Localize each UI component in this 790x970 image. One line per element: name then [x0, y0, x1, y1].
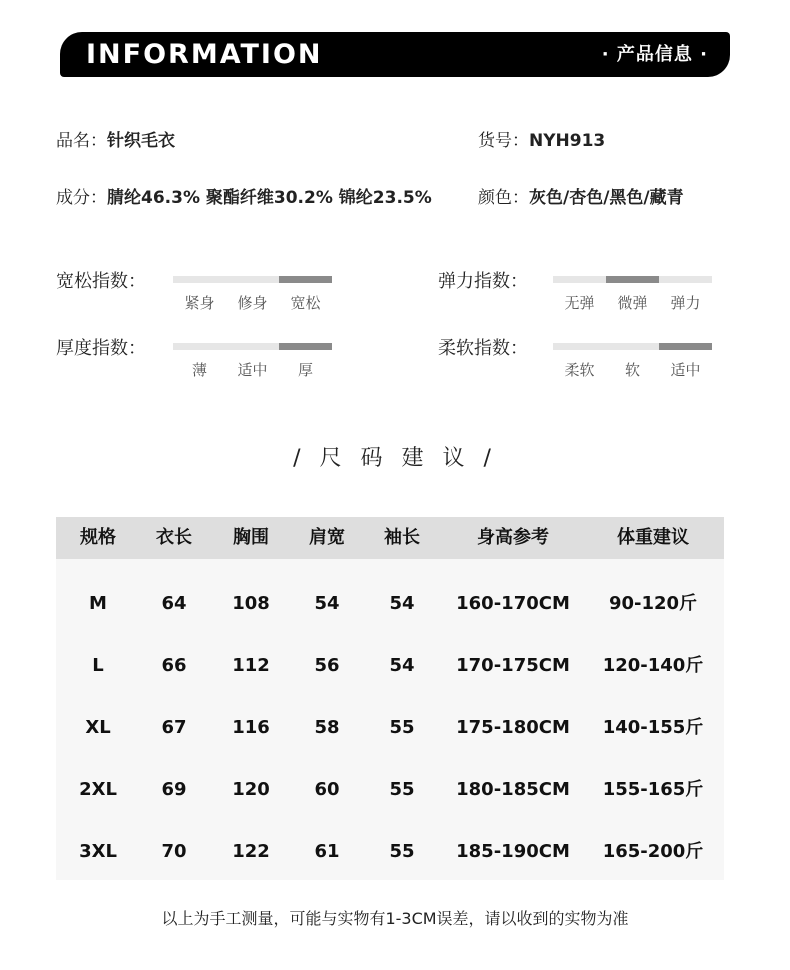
table-cell: 55: [389, 779, 415, 800]
table-cell: 54: [314, 593, 340, 614]
table-cell: 155-165斤: [602, 779, 704, 800]
scale-tick: 软: [624, 361, 640, 379]
table-cell: 140-155斤: [602, 717, 704, 738]
scale-tick: 厚: [297, 361, 313, 379]
elasticity-index-label: 弹力指数：: [438, 271, 528, 292]
composition: [56, 186, 432, 210]
scale-tick: 适中: [670, 361, 701, 379]
table-cell: 54: [389, 655, 415, 676]
table-cell: 120: [232, 779, 270, 800]
color-options: [478, 186, 684, 210]
scale-tick: 宽松: [290, 294, 321, 312]
product-name-label: 品名：: [56, 131, 107, 151]
color-value: 灰色/杏色/黑色/藏青: [529, 188, 684, 208]
header-cell: 袖长: [384, 527, 420, 548]
scale-segment: [606, 276, 659, 283]
header-cell: 衣长: [156, 527, 192, 548]
table-cell: 185-190CM: [456, 841, 570, 862]
thickness-index-label: 厚度指数：: [56, 338, 146, 359]
table-cell: 66: [161, 655, 187, 676]
scale-tick: 紧身: [184, 294, 215, 312]
table-cell: 175-180CM: [456, 717, 570, 738]
scale-segment: [173, 276, 226, 283]
elasticity-scale: [553, 276, 712, 316]
header-cell: 肩宽: [309, 527, 345, 548]
scale-tick: 薄: [191, 361, 207, 379]
scale-tick: 无弹: [564, 294, 595, 312]
table-cell: 180-185CM: [456, 779, 570, 800]
table-cell: 70: [161, 841, 187, 862]
table-cell: 2XL: [79, 779, 117, 800]
table-cell: 108: [232, 593, 270, 614]
color-label: 颜色：: [478, 188, 529, 208]
table-cell: 120-140斤: [602, 655, 704, 676]
table-cell: 90-120斤: [608, 593, 698, 614]
product-name: [56, 129, 175, 153]
scale-tick: 微弹: [617, 294, 648, 312]
scale-segment: [173, 343, 226, 350]
table-cell: 116: [232, 717, 270, 738]
table-cell: 64: [161, 593, 187, 614]
softness-scale: [553, 343, 712, 383]
table-cell: 69: [161, 779, 187, 800]
product-code-value: NYH913: [529, 131, 606, 151]
scale-segment: [606, 343, 659, 350]
table-cell: 54: [389, 593, 415, 614]
header-cell: 体重建议: [617, 527, 689, 548]
banner-title-cn: · 产品信息 ·: [601, 44, 708, 65]
looseness-index-label: 宽松指数：: [56, 271, 146, 292]
measurement-footnote: 以上为手工测量，可能与实物有1-3CM误差，请以收到的实物为准: [161, 909, 629, 928]
scale-segment: [226, 343, 279, 350]
table-cell: 60: [314, 779, 340, 800]
header-cell: 胸围: [233, 527, 269, 548]
table-cell: 170-175CM: [456, 655, 570, 676]
table-cell: 165-200斤: [602, 841, 704, 862]
table-cell: 122: [232, 841, 270, 862]
scale-segment: [659, 343, 712, 350]
product-name-value: 针织毛衣: [107, 131, 175, 151]
banner-title-en: INFORMATION: [86, 39, 323, 70]
table-cell: 160-170CM: [456, 593, 570, 614]
table-cell: 58: [314, 717, 340, 738]
product-code-label: 货号：: [478, 131, 529, 151]
size-suggestion-title: / 尺 码 建 议 /: [293, 446, 497, 471]
scale-tick: 适中: [237, 361, 268, 379]
scale-tick: 弹力: [670, 294, 701, 312]
composition-value: 腈纶46.3% 聚酯纤维30.2% 锦纶23.5%: [107, 188, 432, 208]
table-cell: M: [89, 593, 107, 614]
scale-segment: [279, 276, 332, 283]
scale-segment: [553, 276, 606, 283]
thickness-scale: [173, 343, 332, 383]
table-cell: 55: [389, 841, 415, 862]
looseness-scale: [173, 276, 332, 316]
table-cell: L: [92, 655, 104, 676]
table-cell: 55: [389, 717, 415, 738]
scale-segment: [553, 343, 606, 350]
size-table: [56, 517, 724, 880]
table-cell: 3XL: [79, 841, 117, 862]
size-table-header: [56, 517, 724, 559]
table-cell: XL: [85, 717, 111, 738]
product-code: [478, 129, 605, 153]
scale-tick: 修身: [237, 294, 268, 312]
information-banner: [60, 32, 730, 77]
table-cell: 61: [314, 841, 340, 862]
table-cell: 67: [161, 717, 187, 738]
header-cell: 规格: [80, 527, 116, 548]
scale-segment: [659, 276, 712, 283]
composition-label: 成分：: [56, 188, 107, 208]
header-cell: 身高参考: [477, 527, 549, 548]
scale-segment: [279, 343, 332, 350]
table-cell: 56: [314, 655, 340, 676]
scale-segment: [226, 276, 279, 283]
softness-index-label: 柔软指数：: [438, 338, 528, 359]
table-cell: 112: [232, 655, 270, 676]
scale-tick: 柔软: [564, 361, 595, 379]
